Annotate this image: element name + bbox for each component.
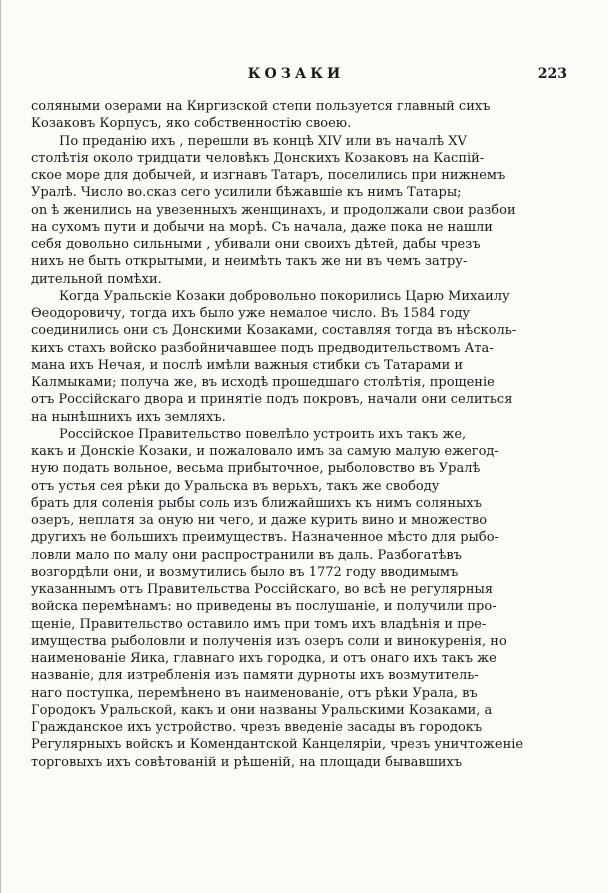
running-head: КОЗАКИ bbox=[247, 66, 345, 82]
text-line: наименованіе Яика, главнаго ихъ городка, и отъ онаго ихъ такъ же bbox=[31, 651, 497, 666]
text-line: Калмыками; получа же, въ исходѣ прошедшаго столѣтія, прощеніе bbox=[31, 375, 495, 390]
text-line: возгордѣли они, и возмутились было въ 1772 году вводимымъ bbox=[31, 564, 459, 580]
text-line: нихъ не быть открытыми, и неимѣть такъ же ни въ чемъ затру- bbox=[31, 254, 468, 270]
text-line: какъ и Донскіе Козаки, и пожаловало имъ за самую малую ежегод- bbox=[31, 444, 499, 459]
text-line: озеръ, неплатя за оную ни чего, и даже курить вино и множество bbox=[31, 513, 488, 528]
text-line: указаннымъ отъ Правительства Россійскаго, во всѣ не регулярныя bbox=[31, 582, 494, 597]
text-line: дительной помѣхи. bbox=[31, 271, 162, 287]
page-number: 223 bbox=[537, 66, 567, 82]
text-line: По преданію ихъ , перешли въ концѣ XIV или въ началѣ XV bbox=[59, 133, 467, 149]
text-line: отъ устья сея рѣки до Уральска въ верьхъ, такъ же свободу bbox=[31, 478, 440, 494]
text-line: on ѣ женились на увезенныхъ женщинахъ, и продолжали свои разбои bbox=[31, 202, 516, 218]
text-line: торговыхъ ихъ совѣтованій и рѣшеній, на площади бывавшихъ bbox=[31, 754, 463, 770]
text-line: брать для соленія рыбы соль изъ ближайшихъ къ нимъ соляныхъ bbox=[31, 495, 482, 511]
text-line: Когда Уральскіе Козаки добровольно покорились Царю Михаилу bbox=[59, 288, 510, 304]
text-line: имущества рыболовли и полученія изъ озеръ соли и винокуренія, но bbox=[31, 633, 507, 649]
text-line: Уралѣ. Число во.сказ сего усилили бѣжавшіе къ нимъ Татары; bbox=[31, 185, 462, 201]
text-line: на сухомъ пути и добычи на морѣ. Съ начала, даже пока не нашли bbox=[31, 219, 493, 235]
text-line: названіе, для изтребленія изъ памяти дурноты ихъ возмутитель- bbox=[31, 668, 479, 684]
text-line: ское море для добычей, и изгнавъ Татаръ, поселились при нижнемъ bbox=[31, 168, 506, 183]
text-line: Козаковъ Корпусъ, яко собственностію своею. bbox=[31, 116, 352, 132]
text-line: Городокъ Уральской, какъ и они названы Уральскими Козаками, а bbox=[31, 702, 493, 718]
text-line: наго поступка, перемѣнено въ наименованіе, отъ рѣки Урала, въ bbox=[31, 685, 478, 701]
page-header bbox=[31, 66, 567, 88]
text-line: Регулярныхъ войскъ и Комендантской Канцеляріи, чрезъ уничтоженіе bbox=[31, 737, 524, 753]
text-line: ловли мало по малу они распространили въ даль. Разбогатѣвъ bbox=[31, 547, 462, 563]
text-line: соединились они съ Донскими Козаками, составляя тогда въ нѣсколь- bbox=[31, 323, 517, 339]
text-line: щеніе, Правительство оставило имъ при томъ ихъ владѣнія и пре- bbox=[31, 616, 487, 632]
text-line: ную подать вольное, весьма прибыточное, рыболовство въ Уралѣ bbox=[31, 461, 481, 477]
text-line: Ѳеодоровичу, тогда ихъ было уже немалое число. Въ 1584 году bbox=[31, 306, 471, 321]
text-line: кихъ стахъ войско разбойничавшее подъ предводительствомъ Ата- bbox=[31, 340, 494, 356]
text-line: войска перемѣнамъ: но приведены въ послушаніе, и получили про- bbox=[31, 599, 497, 615]
text-line: Гражданское ихъ устройство. чрезъ введеніе засады въ городокъ bbox=[31, 720, 483, 735]
text-line: соляными озерами на Киргизской степи пользуется главный сихъ bbox=[31, 99, 491, 114]
body-text bbox=[31, 98, 575, 771]
text-line: другихъ не большихъ преимуществъ. Назначенное мѣсто для рыбо- bbox=[31, 530, 499, 546]
text-line: себя довольно сильными , убивали они своихъ дѣтей, дабы чрезъ bbox=[31, 237, 481, 252]
text-line: отъ Россійскаго двора и принятіе подъ покровъ, начали они селиться bbox=[31, 392, 513, 408]
text-line: на нынѣшнихъ ихъ земляхъ. bbox=[31, 409, 226, 425]
text-line: мана ихъ Нечая, и послѣ имѣли важныя стибки съ Татарами и bbox=[31, 357, 464, 373]
text-line: столѣтія около тридцати человѣкъ Донскихъ Козаковъ на Каспій- bbox=[31, 150, 485, 166]
text-line: Россійское Правительство повелѣло устроить ихъ такъ же, bbox=[59, 426, 467, 442]
